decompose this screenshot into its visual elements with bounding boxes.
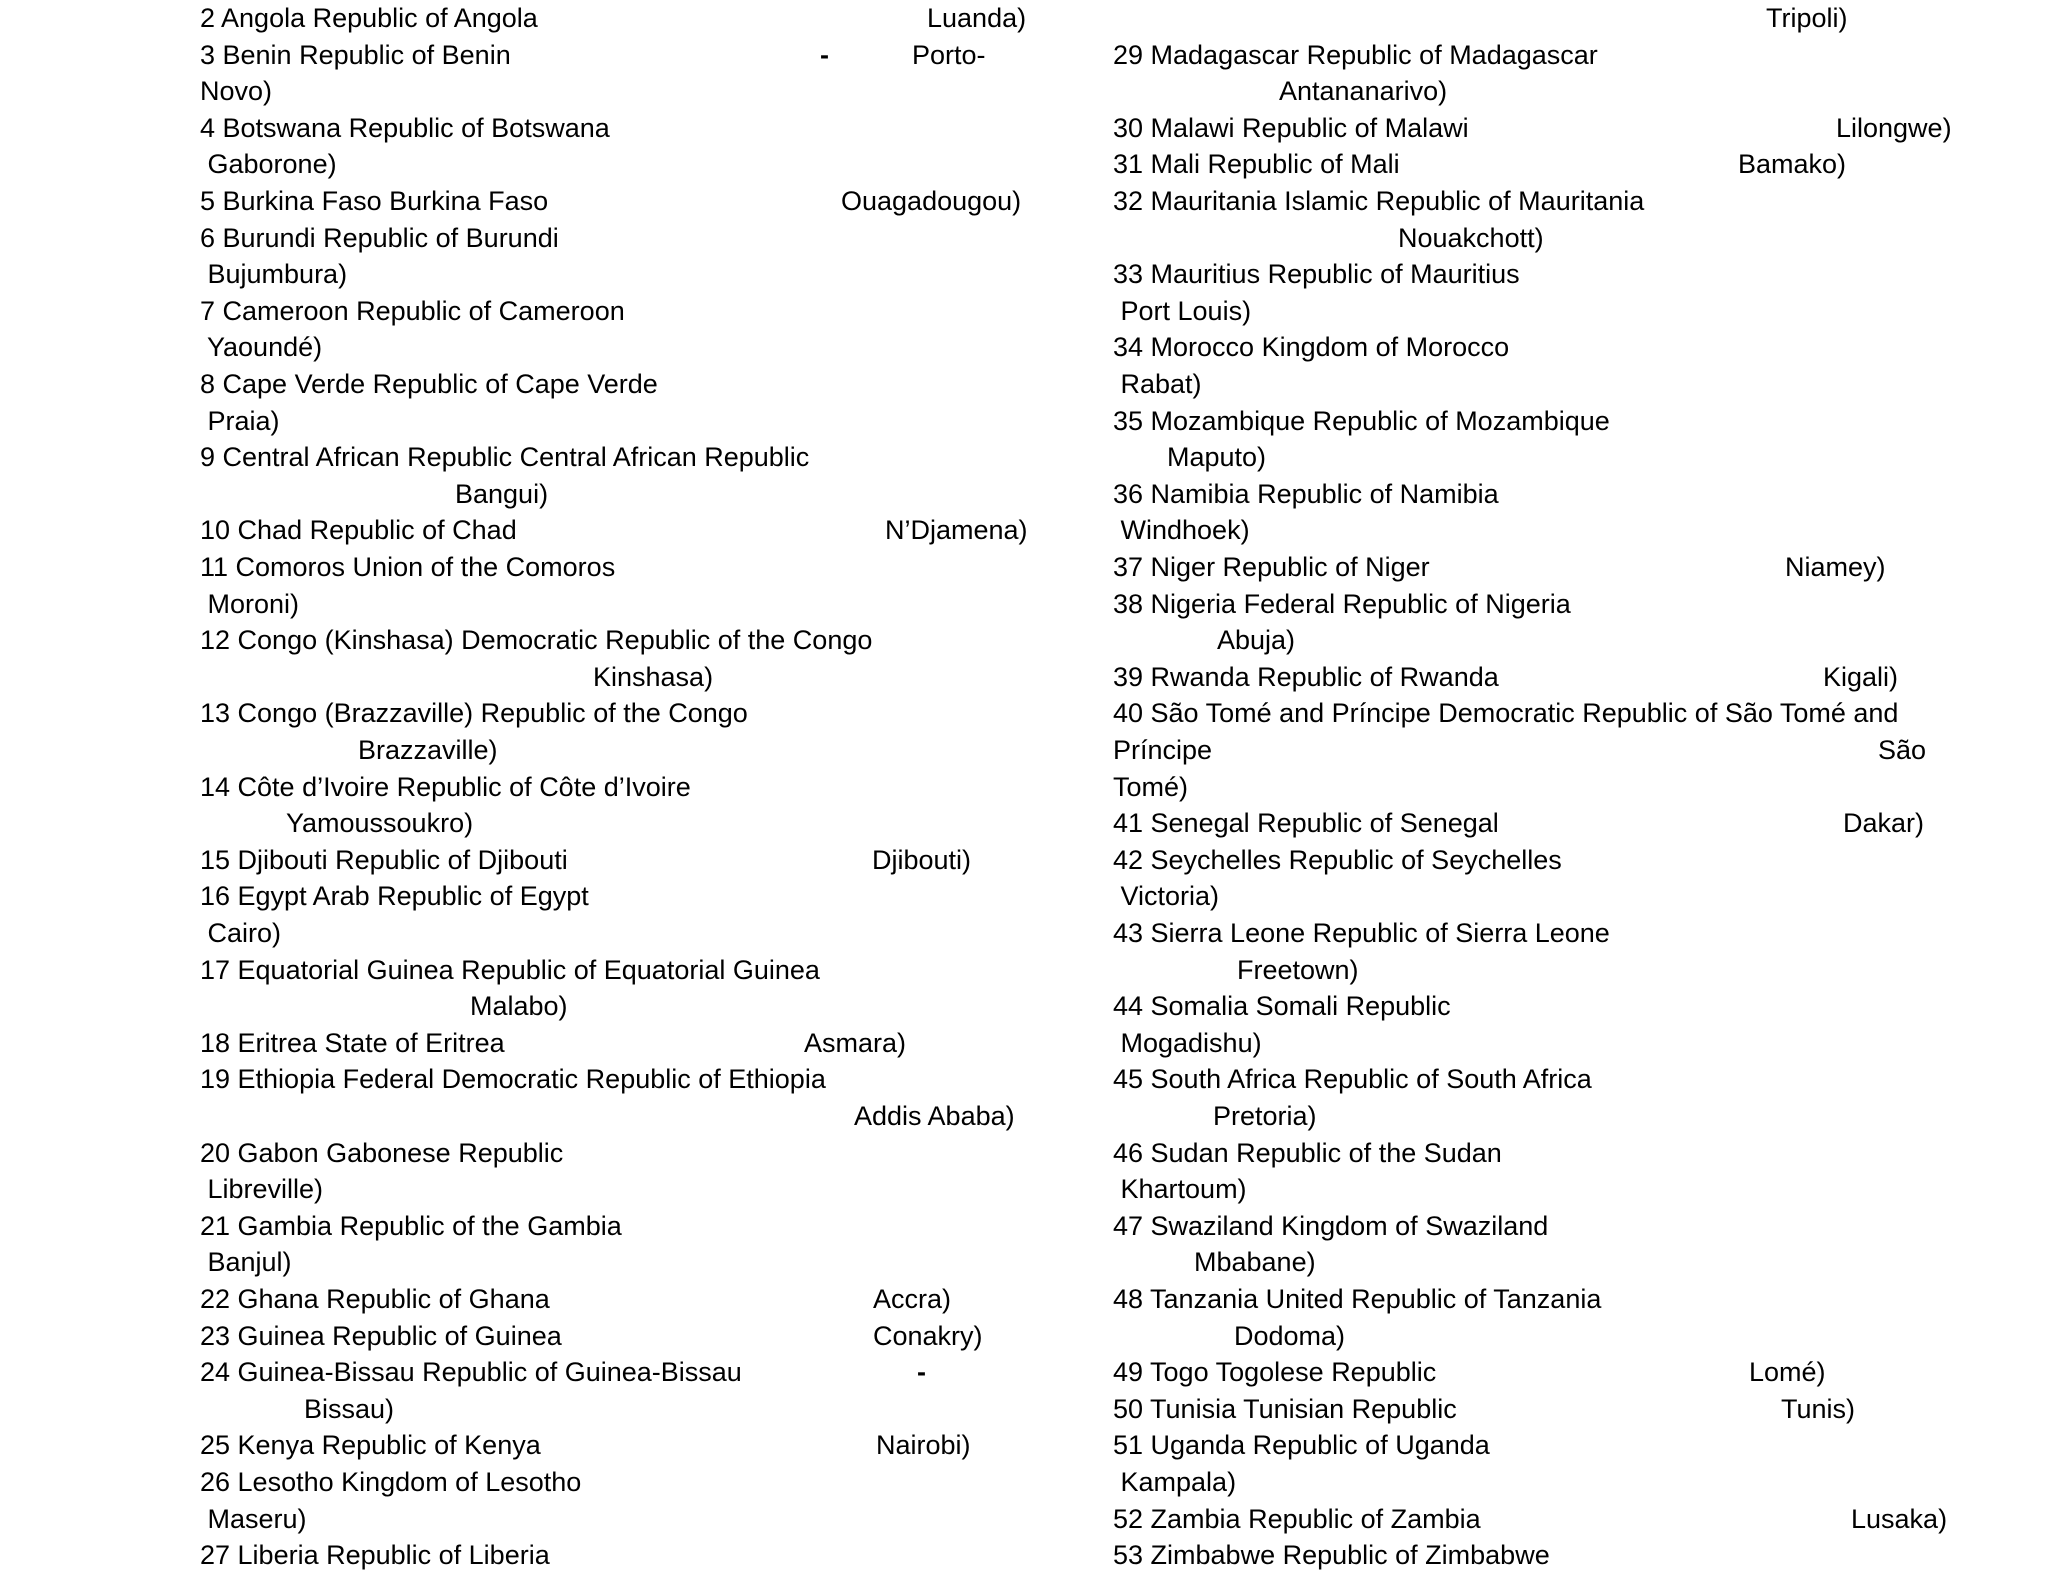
country-entry-line (200, 1427, 1040, 1463)
capital-city-text: Mbabane) (1194, 1247, 1316, 1278)
country-entry-text: Victoria) (1113, 881, 1220, 912)
capital-city-text: São (1878, 735, 1927, 765)
country-entry-text: Rabat) (1113, 369, 1202, 399)
capital-city-text: Antananarivo) (1279, 76, 1448, 107)
country-entry-line (200, 146, 1040, 182)
country-entry-line (1113, 366, 1983, 402)
country-entry-text: Mogadishu) (1113, 1027, 1262, 1058)
country-entry-text: 43 Sierra Leone Republic of Sierra Leone (1113, 918, 1610, 948)
capital-city-text: Maputo) (1167, 442, 1267, 473)
country-entry-line (200, 1281, 1040, 1317)
country-entry-text: 38 Nigeria Federal Republic of Nigeria (1113, 588, 1571, 619)
country-entry-line (1113, 1244, 1983, 1280)
capital-city-text: Lomé) (1749, 1357, 1826, 1388)
country-entry-text: 6 Burundi Republic of Burundi (200, 222, 559, 253)
country-entry-line (200, 622, 1040, 658)
country-entry-line (1113, 1098, 1983, 1134)
country-entry-text: 14 Côte d’Ivoire Republic of Côte d’Ivoire (200, 771, 691, 802)
country-entry-text: 25 Kenya Republic of Kenya (200, 1430, 541, 1461)
country-entry-text: 2 Angola Republic of Angola (200, 3, 538, 33)
country-entry-line (1113, 878, 1983, 914)
capital-city-text: Bamako) (1738, 149, 1847, 180)
country-entry-line (1113, 769, 1983, 805)
country-entry-line (200, 183, 1040, 219)
country-entry-line (1113, 952, 1983, 988)
country-entry-text: 15 Djibouti Republic of Djibouti (200, 844, 568, 875)
country-entry-text: 23 Guinea Republic of Guinea (200, 1320, 562, 1351)
country-entry-line (200, 256, 1040, 292)
country-entry-text: 50 Tunisia Tunisian Republic (1113, 1393, 1457, 1424)
country-entry-line (200, 366, 1040, 402)
country-entry-text: 29 Madagascar Republic of Madagascar (1113, 39, 1598, 70)
country-entry-line (200, 1171, 1040, 1207)
capital-city-text: Freetown) (1237, 954, 1359, 985)
separator-dash: - (820, 39, 829, 70)
country-entry-text: 11 Comoros Union of the Comoros (200, 552, 616, 582)
country-entry-line (200, 403, 1040, 439)
country-entry-line (200, 878, 1040, 914)
country-entry-text: 21 Gambia Republic of the Gambia (200, 1210, 622, 1241)
country-entry-text: 30 Malawi Republic of Malawi (1113, 112, 1469, 143)
country-entry-line (200, 110, 1040, 146)
country-entry-text: Novo) (200, 76, 273, 107)
country-entry-line (1113, 403, 1983, 439)
country-entry-line (200, 1391, 1040, 1427)
capital-city-text: Lilongwe) (1836, 112, 1952, 143)
country-entry-text: 49 Togo Togolese Republic (1113, 1357, 1437, 1388)
capital-city-text: Accra) (873, 1284, 952, 1314)
country-entry-text: 8 Cape Verde Republic of Cape Verde (200, 369, 658, 399)
country-entry-text: 5 Burkina Faso Burkina Faso (200, 186, 549, 216)
capital-city-text: Asmara) (804, 1027, 907, 1058)
country-entry-line (1113, 1427, 1983, 1463)
country-entry-line (200, 1061, 1040, 1097)
country-entry-text: Tomé) (1113, 771, 1189, 802)
country-entry-line (200, 1501, 1040, 1537)
country-entry-line (1113, 695, 1983, 731)
country-entry-line (200, 1354, 1040, 1390)
country-entry-line (1113, 1025, 1983, 1061)
country-entry-text: 3 Benin Republic of Benin (200, 39, 511, 70)
country-entry-text: 19 Ethiopia Federal Democratic Republic of Ethiopia (200, 1064, 826, 1095)
right-column (1113, 0, 1983, 1571)
country-entry-line (1113, 0, 1983, 36)
country-entry-text: 42 Seychelles Republic of Seychelles (1113, 844, 1562, 875)
capital-city-text: Luanda) (927, 3, 1027, 33)
country-entry-line (200, 512, 1040, 548)
country-entry-line (200, 952, 1040, 988)
country-entry-text: 22 Ghana Republic of Ghana (200, 1284, 550, 1314)
country-entry-text: 46 Sudan Republic of the Sudan (1113, 1137, 1502, 1168)
country-entry-line (1113, 110, 1983, 146)
country-entry-line (200, 439, 1040, 475)
country-entry-line (1113, 842, 1983, 878)
country-entry-text: 35 Mozambique Republic of Mozambique (1113, 405, 1610, 436)
capital-city-text: Djibouti) (872, 844, 972, 875)
country-entry-text: 39 Rwanda Republic of Rwanda (1113, 661, 1499, 692)
country-entry-text: Príncipe (1113, 735, 1213, 765)
country-entry-line (200, 659, 1040, 695)
left-column (200, 0, 1040, 1571)
country-entry-line (1113, 146, 1983, 182)
country-entry-line (1113, 659, 1983, 695)
country-entry-line (1113, 1135, 1983, 1171)
country-entry-text: 7 Cameroon Republic of Cameroon (200, 295, 625, 326)
country-entry-line (1113, 732, 1983, 768)
capital-city-text: Porto- (912, 39, 986, 70)
country-entry-line (1113, 1061, 1983, 1097)
country-entry-line (1113, 1464, 1983, 1500)
country-entry-line (1113, 256, 1983, 292)
country-entry-line (1113, 220, 1983, 256)
country-entry-line (200, 293, 1040, 329)
country-entry-line (200, 476, 1040, 512)
country-entry-text: 18 Eritrea State of Eritrea (200, 1027, 505, 1058)
country-entry-text: Maseru) (200, 1503, 307, 1534)
country-entry-text: 10 Chad Republic of Chad (200, 515, 517, 546)
country-entry-text: 52 Zambia Republic of Zambia (1113, 1503, 1481, 1534)
capital-city-text: Kigali) (1823, 661, 1899, 692)
country-entry-text: 32 Mauritania Islamic Republic of Mauritania (1113, 186, 1645, 216)
country-entry-line (1113, 805, 1983, 841)
country-entry-text: Moroni) (200, 588, 300, 619)
country-entry-line (200, 1025, 1040, 1061)
country-entry-line (200, 1318, 1040, 1354)
country-entry-line (1113, 1354, 1983, 1390)
country-entry-text: 13 Congo (Brazzaville) Republic of the Congo (200, 698, 748, 729)
country-entry-line (200, 1098, 1040, 1134)
country-entry-text: 41 Senegal Republic of Senegal (1113, 808, 1499, 839)
country-entry-line (200, 732, 1040, 768)
country-entry-line (200, 1208, 1040, 1244)
country-entry-text: 37 Niger Republic of Niger (1113, 552, 1430, 582)
capital-city-text: Tunis) (1781, 1393, 1856, 1424)
country-entry-line (200, 988, 1040, 1024)
country-entry-text: 31 Mali Republic of Mali (1113, 149, 1400, 180)
country-entry-line (200, 1464, 1040, 1500)
country-entry-line (200, 695, 1040, 731)
country-entry-line (200, 1135, 1040, 1171)
capital-city-text: Malabo) (470, 991, 568, 1022)
capital-city-text: Bangui) (455, 478, 549, 509)
capital-city-text: N’Djamena) (885, 515, 1028, 546)
capital-city-text: Pretoria) (1213, 1101, 1317, 1131)
capital-city-text: Lusaka) (1851, 1503, 1948, 1534)
country-entry-text: 48 Tanzania United Republic of Tanzania (1113, 1284, 1602, 1314)
country-entry-line (200, 769, 1040, 805)
country-entry-text: 12 Congo (Kinshasa) Democratic Republic of the Congo (200, 625, 873, 656)
country-entry-text: Khartoum) (1113, 1174, 1247, 1205)
capital-city-text: Addis Ababa) (854, 1101, 1015, 1131)
country-entry-line (1113, 586, 1983, 622)
capital-city-text: Kinshasa) (593, 661, 714, 692)
capital-city-text: Dodoma) (1234, 1320, 1346, 1351)
country-entry-text: 20 Gabon Gabonese Republic (200, 1137, 564, 1168)
country-entry-line (200, 37, 1040, 73)
country-entry-line (200, 220, 1040, 256)
country-entry-line (200, 0, 1040, 36)
country-entry-text: 17 Equatorial Guinea Republic of Equatorial Guinea (200, 954, 820, 985)
country-entry-text: 26 Lesotho Kingdom of Lesotho (200, 1467, 582, 1497)
country-entry-line (200, 329, 1040, 365)
country-entry-text: 33 Mauritius Republic of Mauritius (1113, 259, 1520, 290)
country-entry-text: Libreville) (200, 1174, 324, 1205)
capital-city-text: Abuja) (1217, 625, 1296, 656)
country-entry-line (1113, 1171, 1983, 1207)
capital-city-text: Nairobi) (876, 1430, 971, 1461)
separator-dash: - (917, 1357, 926, 1388)
country-entry-text: Cairo) (200, 918, 282, 948)
country-entry-line (200, 73, 1040, 109)
country-entry-text: Port Louis) (1113, 295, 1252, 326)
country-entry-text: 51 Uganda Republic of Uganda (1113, 1430, 1490, 1461)
country-entry-text: Praia) (200, 405, 280, 436)
country-entry-line (200, 915, 1040, 951)
country-entry-text: 16 Egypt Arab Republic of Egypt (200, 881, 589, 912)
country-entry-line (1113, 1537, 1983, 1573)
country-entry-line (1113, 439, 1983, 475)
capital-city-text: Tripoli) (1766, 3, 1848, 33)
country-entry-text: 44 Somalia Somali Republic (1113, 991, 1451, 1022)
country-entry-text: 9 Central African Republic Central African Republic (200, 442, 810, 473)
country-entry-line (1113, 622, 1983, 658)
country-entry-text: Banjul) (200, 1247, 292, 1278)
country-entry-text: Windhoek) (1113, 515, 1250, 546)
country-entry-line (200, 586, 1040, 622)
country-entry-text: Yaoundé) (200, 332, 323, 363)
country-entry-line (1113, 37, 1983, 73)
country-entry-line (1113, 329, 1983, 365)
country-entry-line (200, 549, 1040, 585)
country-entry-line (1113, 549, 1983, 585)
country-entry-text: 40 São Tomé and Príncipe Democratic Republic of São Tomé and (1113, 698, 1899, 729)
country-entry-line (1113, 476, 1983, 512)
country-entry-line (1113, 73, 1983, 109)
country-entry-text: 36 Namibia Republic of Namibia (1113, 478, 1499, 509)
country-entry-line (200, 805, 1040, 841)
country-entry-line (1113, 293, 1983, 329)
country-entry-line (1113, 183, 1983, 219)
country-entry-line (1113, 1391, 1983, 1427)
country-entry-line (1113, 1281, 1983, 1317)
country-entry-text: Kampala) (1113, 1467, 1237, 1497)
country-entry-line (200, 1537, 1040, 1573)
country-entry-line (1113, 915, 1983, 951)
country-entry-line (200, 842, 1040, 878)
country-entry-text: 34 Morocco Kingdom of Morocco (1113, 332, 1510, 363)
country-entry-line (1113, 1208, 1983, 1244)
country-entry-text: Bujumbura) (200, 259, 348, 290)
country-entry-line (1113, 1318, 1983, 1354)
capital-city-text: Dakar) (1843, 808, 1925, 839)
capital-city-text: Ouagadougou) (841, 186, 1022, 216)
country-entry-text: 27 Liberia Republic of Liberia (200, 1540, 550, 1571)
capital-city-text: Bissau) (304, 1393, 395, 1424)
country-entry-text: 24 Guinea-Bissau Republic of Guinea-Bissau (200, 1357, 742, 1388)
capital-city-text: Nouakchott) (1398, 222, 1544, 253)
country-entry-text: 53 Zimbabwe Republic of Zimbabwe (1113, 1540, 1550, 1571)
country-entry-line (1113, 988, 1983, 1024)
country-entry-line (200, 1244, 1040, 1280)
country-entry-text: 47 Swaziland Kingdom of Swaziland (1113, 1210, 1549, 1241)
capital-city-text: Conakry) (873, 1320, 983, 1351)
country-entry-text: Gaborone) (200, 149, 337, 180)
capital-city-text: Niamey) (1785, 552, 1886, 582)
country-entry-text: 4 Botswana Republic of Botswana (200, 112, 610, 143)
country-entry-line (1113, 512, 1983, 548)
country-entry-text: 45 South Africa Republic of South Africa (1113, 1064, 1592, 1095)
capital-city-text: Brazzaville) (358, 735, 498, 765)
country-entry-line (1113, 1501, 1983, 1537)
capital-city-text: Yamoussoukro) (286, 808, 474, 839)
